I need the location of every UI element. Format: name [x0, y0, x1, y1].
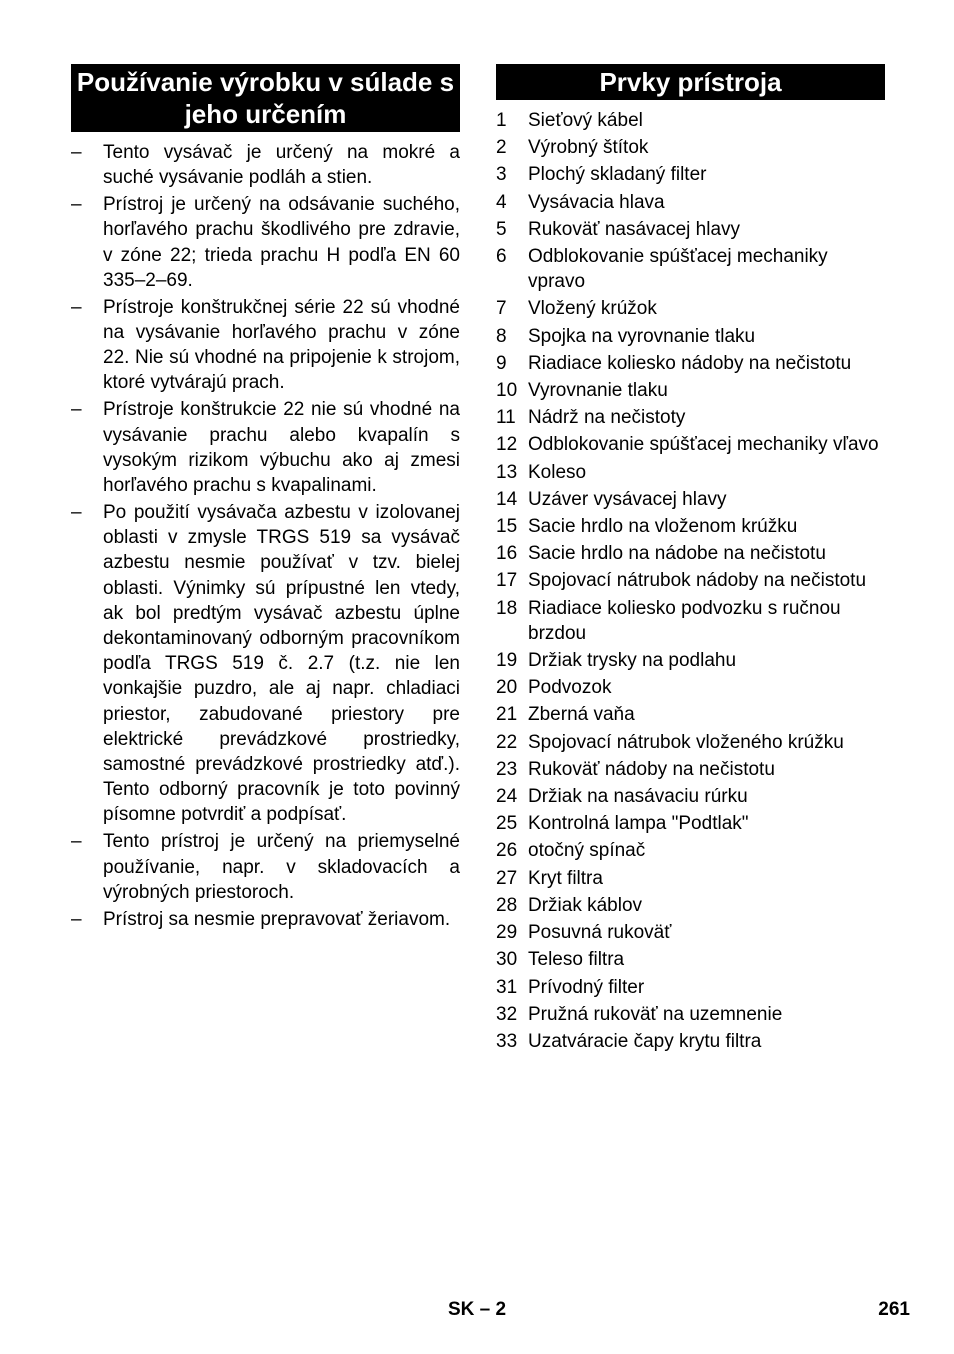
part-item — [496, 648, 885, 673]
part-item — [496, 947, 885, 972]
part-label: Zberná vaňa — [528, 704, 635, 726]
intended-use-item — [71, 192, 460, 293]
part-label: Držiak trysky na podlahu — [528, 650, 737, 672]
part-item — [496, 378, 885, 403]
part-label: Držiak káblov — [528, 894, 643, 916]
part-item — [496, 596, 885, 646]
part-item — [496, 324, 885, 349]
intended-use-text: Prístroje konštrukcie 22 nie sú vhodné na vysávanie prachu alebo kvapalín s vysokým rizikom výbuchu ako aj zmesi horľavého prachu s kvapalinami. — [103, 399, 460, 497]
part-number: 18 — [496, 597, 518, 619]
part-label: Prívodný filter — [528, 976, 645, 998]
part-item — [496, 135, 885, 160]
part-number: 19 — [496, 650, 518, 672]
intended-use-item — [71, 295, 460, 396]
part-label: Riadiace koliesko podvozku s ručnou brzdou — [528, 597, 841, 644]
part-label: Spojka na vyrovnanie tlaku — [528, 325, 756, 347]
part-label: Uzáver vysávacej hlavy — [528, 488, 727, 510]
part-label: Výrobný štítok — [528, 137, 649, 159]
part-label: Vyrovnanie tlaku — [528, 380, 668, 402]
part-number: 9 — [496, 352, 507, 374]
part-item — [496, 108, 885, 133]
part-label: Pružná rukoväť na uzemnenie — [528, 1003, 783, 1025]
part-number: 1 — [496, 110, 507, 131]
part-number: 22 — [496, 731, 518, 753]
footer-section-label: SK – 2 — [448, 1299, 507, 1320]
part-label: Odblokovanie spúšťacej mechaniky vľavo — [528, 434, 879, 456]
part-item — [496, 568, 885, 593]
dash-bullet: – — [71, 831, 82, 853]
part-item — [496, 432, 885, 457]
part-item — [496, 351, 885, 376]
part-number: 7 — [496, 298, 507, 320]
part-number: 20 — [496, 677, 518, 699]
part-number: 33 — [496, 1030, 518, 1052]
part-label: Rukoväť nasávacej hlavy — [528, 218, 741, 240]
intended-use-text: Tento vysávač je určený na mokré a suché vysávanie podláh a stien. — [103, 142, 460, 189]
part-number: 3 — [496, 164, 507, 186]
part-label: otočný spínač — [528, 840, 646, 862]
part-label: Kryt filtra — [528, 867, 603, 889]
part-item — [496, 702, 885, 727]
intended-use-text: Prístroj je určený na odsávanie suchého, horľavého prachu škodlivého pre zdravie, v zóne 22; trieda prachu H podľa EN 60 335–2–69. — [103, 194, 460, 291]
part-item — [496, 487, 885, 512]
part-label: Posuvná rukoväť — [528, 922, 672, 944]
intended-use-text: Prístroj sa nesmie prepravovať žeriavom. — [103, 908, 451, 930]
part-item — [496, 838, 885, 863]
part-label: Koleso — [528, 461, 587, 483]
part-number: 8 — [496, 325, 507, 347]
part-label: Riadiace koliesko nádoby na nečistotu — [528, 352, 852, 374]
part-item — [496, 1029, 885, 1054]
intended-use-item — [71, 140, 460, 190]
part-number: 14 — [496, 488, 518, 510]
part-number: 4 — [496, 191, 507, 213]
part-number: 32 — [496, 1003, 518, 1025]
intended-use-item — [71, 907, 460, 932]
part-item — [496, 405, 885, 430]
dash-bullet: – — [71, 194, 82, 216]
dash-bullet: – — [71, 142, 82, 163]
part-label: Odblokovanie spúšťacej mechaniky vpravo — [528, 246, 828, 293]
part-label: Podvozok — [528, 677, 612, 699]
part-item — [496, 244, 885, 294]
part-number: 21 — [496, 704, 518, 726]
part-label: Uzatváracie čapy krytu filtra — [528, 1030, 762, 1052]
part-number: 10 — [496, 380, 518, 402]
dash-bullet: – — [71, 502, 82, 524]
part-label: Rukoväť nádoby na nečistotu — [528, 758, 775, 780]
part-item — [496, 296, 885, 321]
intended-use-item — [71, 500, 460, 828]
intended-use-section — [71, 64, 460, 934]
part-label: Držiak na nasávaciu rúrku — [528, 786, 748, 808]
part-number: 28 — [496, 894, 518, 916]
part-number: 23 — [496, 758, 518, 780]
part-number: 31 — [496, 976, 518, 998]
intended-use-item — [71, 397, 460, 498]
part-number: 6 — [496, 246, 507, 268]
intended-use-text: Po použití vysávača azbestu v izolovanej oblasti v zmysle TRGS 519 sa vysávač azbestu nesmie používať v tzv. bielej oblasti. Výnimky sú prípustné len vtedy, ak bol predtým vysávač azbestu úplne dekontaminovaný odborným pracovníkom podľa TRGS 519 č. 2.7 (t.z. nie len vonkajšie puzdro, ale aj napr. chladiaci priestor, zabudované priestory pre elektrické prevádzkové prostriedky, samostné prevádzkové prostriedky atď.). Tento odborný pracovník je toto povinný písomne potvrdiť a podpísať. — [103, 502, 460, 826]
part-item — [496, 1002, 885, 1027]
part-label: Spojovací nátrubok nádoby na nečistotu — [528, 570, 867, 592]
part-number: 2 — [496, 137, 507, 159]
part-label: Sacie hrdlo na nádobe na nečistotu — [528, 543, 826, 565]
part-number: 27 — [496, 867, 518, 889]
intended-use-text: Tento prístroj je určený na priemyselné používanie, napr. v skladovacích a výrobných priestoroch. — [103, 831, 460, 903]
part-number: 5 — [496, 218, 507, 240]
part-label: Vysávacia hlava — [528, 191, 665, 213]
device-parts-section — [496, 64, 885, 1056]
part-number: 26 — [496, 840, 518, 862]
part-item — [496, 190, 885, 215]
part-number: 16 — [496, 543, 518, 565]
part-number: 30 — [496, 949, 518, 971]
dash-bullet: – — [71, 296, 82, 318]
part-item — [496, 730, 885, 755]
part-item — [496, 541, 885, 566]
part-item — [496, 757, 885, 782]
device-parts-heading: Prvky prístroja — [496, 64, 885, 100]
part-label: Plochý skladaný filter — [528, 164, 707, 186]
part-item — [496, 893, 885, 918]
dash-bullet: – — [71, 908, 82, 930]
part-number: 11 — [496, 407, 516, 429]
part-number: 13 — [496, 461, 518, 483]
part-number: 29 — [496, 922, 518, 944]
part-label: Spojovací nátrubok vloženého krúžku — [528, 731, 844, 753]
part-number: 24 — [496, 786, 518, 808]
part-number: 12 — [496, 434, 518, 456]
part-number: 15 — [496, 516, 518, 538]
part-item — [496, 920, 885, 945]
part-label: Sacie hrdlo na vloženom krúžku — [528, 516, 798, 538]
part-item — [496, 675, 885, 700]
part-label: Sieťový kábel — [528, 110, 643, 131]
part-item — [496, 811, 885, 836]
part-number: 25 — [496, 813, 518, 835]
part-item — [496, 975, 885, 1000]
dash-bullet: – — [71, 399, 82, 421]
intended-use-heading: Používanie výrobku v súlade s jeho určením — [71, 64, 460, 132]
part-item — [496, 866, 885, 891]
part-item — [496, 784, 885, 809]
part-item — [496, 460, 885, 485]
part-item — [496, 162, 885, 187]
intended-use-list — [71, 140, 460, 932]
part-label: Teleso filtra — [528, 949, 625, 971]
part-label: Nádrž na nečistoty — [528, 407, 686, 429]
intended-use-item — [71, 829, 460, 905]
page-number: 261 — [878, 1299, 910, 1320]
part-item — [496, 514, 885, 539]
intended-use-text: Prístroje konštrukčnej série 22 sú vhodné na vysávanie horľavého prachu v zóne 22. Nie sú vhodné na pripojenie k strojom, ktoré vytvárajú prach. — [103, 296, 460, 394]
part-number: 17 — [496, 570, 518, 592]
part-item — [496, 217, 885, 242]
device-parts-list — [496, 108, 885, 1054]
part-label: Vložený krúžok — [528, 298, 657, 320]
part-label: Kontrolná lampa "Podtlak" — [528, 813, 749, 835]
